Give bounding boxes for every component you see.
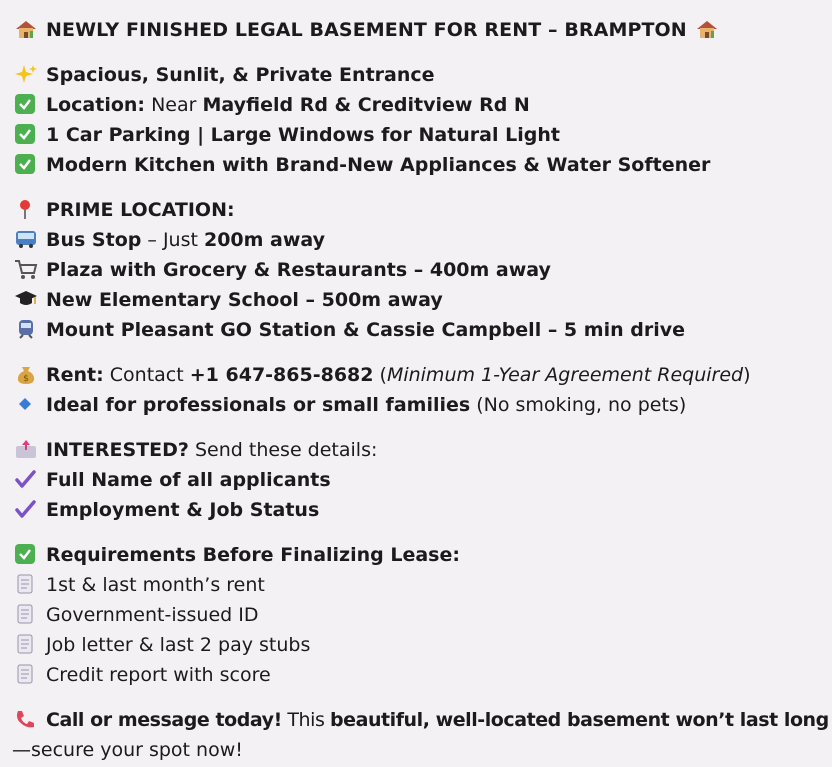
check-box-icon bbox=[14, 123, 38, 145]
interested-heading: INTERESTED? Send these details: bbox=[14, 436, 377, 464]
check-mark-icon bbox=[14, 498, 38, 520]
call-to-action-tail: —secure your spot now! bbox=[12, 739, 243, 761]
feature-kitchen: Modern Kitchen with Brand-New Appliances & Water Softener bbox=[14, 151, 710, 179]
ideal-for-line: Ideal for professionals or small families (No smoking, no pets) bbox=[14, 391, 686, 419]
title-text: NEWLY FINISHED LEGAL BASEMENT FOR RENT – BRAMPTON bbox=[46, 19, 687, 41]
requirement-rent: 1st & last month’s rent bbox=[14, 571, 265, 599]
bus-icon bbox=[14, 228, 38, 250]
interested-item-employment: Employment & Job Status bbox=[14, 496, 319, 524]
check-box-icon bbox=[14, 543, 38, 565]
blue-diamond-icon bbox=[14, 393, 38, 415]
telephone-icon bbox=[14, 708, 38, 730]
requirement-job-letter: Job letter & last 2 pay stubs bbox=[14, 631, 310, 659]
rent-line: $ Rent: Contact +1 647-865-8682 (Minimum 1-Year Agreement Required) bbox=[14, 361, 751, 389]
prime-location-heading: PRIME LOCATION: bbox=[14, 196, 235, 224]
requirement-id: Government-issued ID bbox=[14, 601, 259, 629]
call-to-action: Call or message today! This beautiful, well-located basement won’t last long bbox=[14, 706, 829, 734]
shopping-cart-icon bbox=[14, 258, 38, 280]
phone-number: +1 647-865-8682 bbox=[189, 364, 374, 386]
check-box-icon bbox=[14, 153, 38, 175]
listing-title bbox=[14, 16, 727, 44]
document-icon bbox=[14, 603, 38, 625]
feature-parking: 1 Car Parking | Large Windows for Natural Light bbox=[14, 121, 560, 149]
requirement-credit-report: Credit report with score bbox=[14, 661, 271, 689]
money-bag-icon bbox=[14, 363, 38, 385]
document-icon bbox=[14, 663, 38, 685]
graduation-cap-icon bbox=[14, 288, 38, 310]
check-mark-icon bbox=[14, 468, 38, 490]
prime-go-station: Mount Pleasant GO Station & Cassie Campbell – 5 min drive bbox=[14, 316, 685, 344]
feature-spacious: Spacious, Sunlit, & Private Entrance bbox=[14, 61, 435, 89]
prime-school: New Elementary School – 500m away bbox=[14, 286, 443, 314]
pushpin-icon bbox=[14, 198, 38, 220]
prime-bus-stop: Bus Stop – Just 200m away bbox=[14, 226, 325, 254]
train-icon bbox=[14, 318, 38, 340]
house-icon bbox=[695, 18, 719, 40]
sparkles-icon bbox=[14, 63, 38, 85]
check-box-icon bbox=[14, 93, 38, 115]
feature-location: Location: Near Mayfield Rd & Creditview Rd N bbox=[14, 91, 530, 119]
prime-plaza: Plaza with Grocery & Restaurants – 400m away bbox=[14, 256, 551, 284]
requirements-heading: Requirements Before Finalizing Lease: bbox=[14, 541, 460, 569]
inbox-tray-icon bbox=[14, 438, 38, 460]
house-icon bbox=[14, 18, 38, 40]
interested-item-name: Full Name of all applicants bbox=[14, 466, 331, 494]
svg-text:$: $ bbox=[23, 374, 29, 384]
document-icon bbox=[14, 633, 38, 655]
document-icon bbox=[14, 573, 38, 595]
